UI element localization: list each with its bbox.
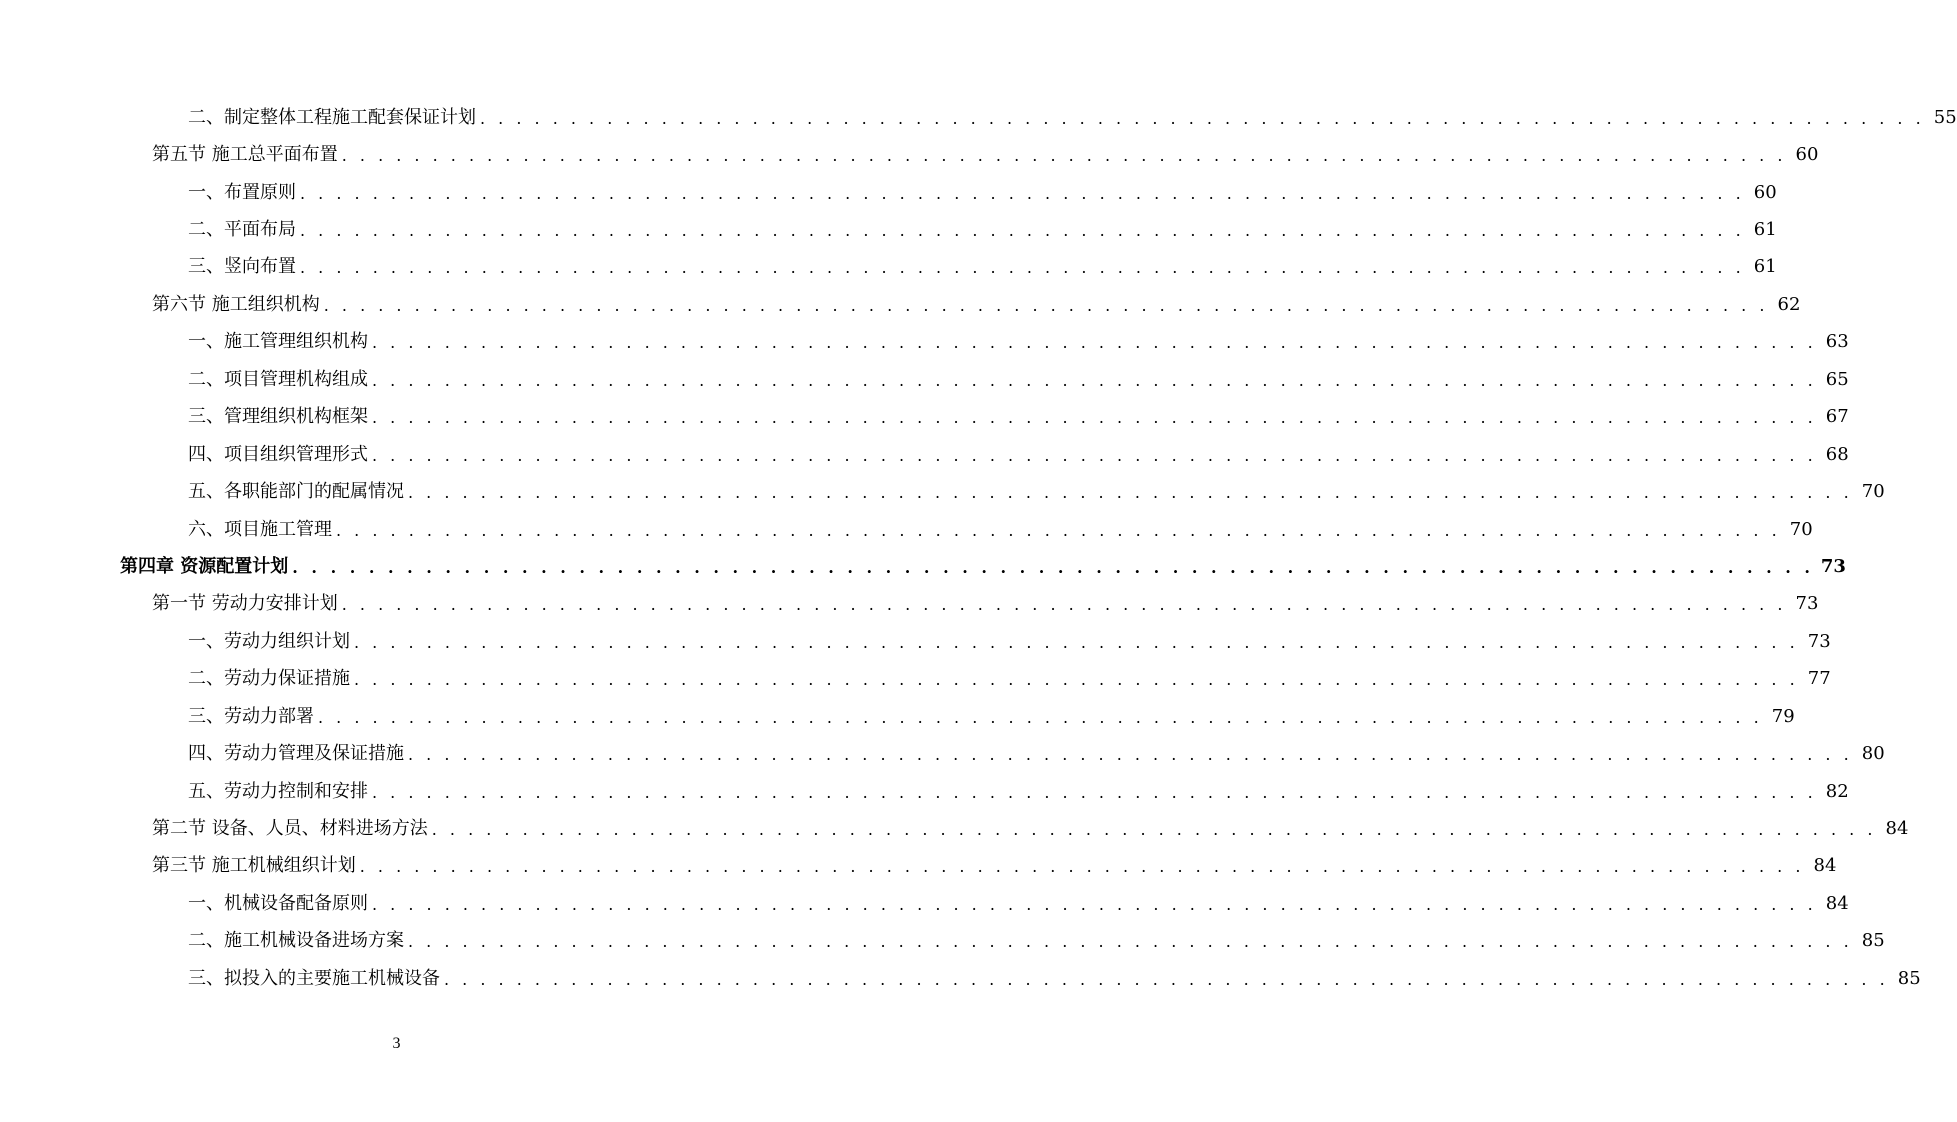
- toc-entry[interactable]: [0, 436, 1849, 473]
- toc-entry-page: 55: [1933, 106, 1957, 128]
- toc-entry-title: 第六节 施工组织机构: [152, 293, 320, 315]
- toc-entry[interactable]: [0, 473, 1885, 510]
- toc-entry-title: 二、平面布局: [188, 219, 296, 241]
- toc-entry[interactable]: [0, 735, 1885, 772]
- toc-entry-title: 二、劳动力保证措施: [188, 668, 350, 690]
- toc-entry-page: 68: [1825, 443, 1849, 465]
- toc-entry-title: 一、施工管理组织机构: [188, 331, 368, 353]
- toc-entry-page: 73: [1807, 630, 1831, 652]
- toc-entry-page: 73: [1820, 555, 1846, 577]
- toc-entry-title: 第四章 资源配置计划: [120, 555, 289, 577]
- toc-entry-title: 三、管理组织机构框架: [188, 406, 368, 428]
- toc-entry-page: 85: [1897, 967, 1921, 989]
- toc-entry-title: 一、劳动力组织计划: [188, 630, 350, 652]
- toc-entry-title: 二、制定整体工程施工配套保证计划: [188, 106, 476, 128]
- toc-entry-title: 三、竖向布置: [188, 256, 296, 278]
- toc-entry-page: 80: [1861, 743, 1885, 765]
- toc-entry-page: 62: [1777, 293, 1801, 315]
- toc-entry[interactable]: [0, 99, 1957, 136]
- toc-entry-title: 第二节 设备、人员、材料进场方法: [152, 818, 428, 840]
- toc-entry[interactable]: [0, 923, 1885, 960]
- toc-dot-leader: . . . . . . . . . . . . . . . . . . . . . . . . . . . . . . . . . . . . . . . . . . . . . . . . . . . . . . . . . . . . . . . . . . . . . . . . . . . . . . . .: [318, 707, 1763, 727]
- toc-entry-page: 60: [1795, 144, 1819, 166]
- toc-entry-page: 84: [1885, 818, 1909, 840]
- page-number: 3: [392, 1035, 401, 1052]
- toc-entry-page: 60: [1753, 181, 1777, 203]
- toc-dot-leader: . . . . . . . . . . . . . . . . . . . . . . . . . . . . . . . . . . . . . . . . . . . . . . . . . . . . . . . . . . . . . . . . . . . . . . . . . . . . . . . .: [372, 408, 1817, 428]
- toc-dot-leader: . . . . . . . . . . . . . . . . . . . . . . . . . . . . . . . . . . . . . . . . . . . . . . . . . . . . . . . . . . . . . . . . . . . . . . . . . . . . . . . .: [336, 520, 1781, 540]
- toc-entry[interactable]: [0, 324, 1849, 361]
- toc-entry-title: 三、拟投入的主要施工机械设备: [188, 967, 440, 989]
- toc-dot-leader: . . . . . . . . . . . . . . . . . . . . . . . . . . . . . . . . . . . . . . . . . . . . . . . . . . . . . . . . . . . . . . . . . . . . . . . . . . . . . . . .: [444, 969, 1889, 989]
- toc-entry-page: 67: [1825, 406, 1849, 428]
- toc-dot-leader: . . . . . . . . . . . . . . . . . . . . . . . . . . . . . . . . . . . . . . . . . . . . . . . . . . . . . . . . . . . . . . . . . . . . . . . . . . . . . . . .: [300, 221, 1745, 241]
- toc-entry-page: 70: [1789, 518, 1813, 540]
- toc-dot-leader: . . . . . . . . . . . . . . . . . . . . . . . . . . . . . . . . . . . . . . . . . . . . . . . . . . . . . . . . . . . . . . . . . . . . . . . . . . . . . . . .: [323, 295, 1769, 315]
- toc-entry[interactable]: [0, 361, 1849, 398]
- toc-dot-leader: . . . . . . . . . . . . . . . . . . . . . . . . . . . . . . . . . . . . . . . . . . . . . . . . . . . . . . . . . . . . . . . . . . . . . . . . . . . . . . . .: [372, 445, 1817, 465]
- toc-entry-title: 二、项目管理机构组成: [188, 368, 368, 390]
- toc-entry-title: 第三节 施工机械组织计划: [152, 855, 356, 877]
- toc-dot-leader: . . . . . . . . . . . . . . . . . . . . . . . . . . . . . . . . . . . . . . . . . . . . . . . . . . . . . . . . . . . . . . . . . . . . . . . . . . . . . . . .: [372, 782, 1817, 802]
- toc-entry-page: 61: [1753, 256, 1777, 278]
- toc-entry[interactable]: [0, 511, 1813, 548]
- toc-dot-leader: . . . . . . . . . . . . . . . . . . . . . . . . . . . . . . . . . . . . . . . . . . . . . . . . . . . . . . . . . . . . . . . . . . . . . . . . . . . . . . . .: [300, 183, 1745, 203]
- toc-dot-leader: . . . . . . . . . . . . . . . . . . . . . . . . . . . . . . . . . . . . . . . . . . . . . . . . . . . . . . . . . . . . . . . . . . . . . . . . . . . . . . . .: [300, 258, 1745, 278]
- toc-entry-page: 61: [1753, 219, 1777, 241]
- toc-dot-leader: . . . . . . . . . . . . . . . . . . . . . . . . . . . . . . . . . . . . . . . . . . . . . . . . . . . . . . . . . . . . . . . . . . . . . . . . . . . . . . . .: [354, 632, 1799, 652]
- toc-entry-title: 一、机械设备配备原则: [188, 892, 368, 914]
- toc-entry-title: 六、项目施工管理: [188, 518, 332, 540]
- toc-entry-page: 65: [1825, 368, 1849, 390]
- toc-entry-title: 三、劳动力部署: [188, 705, 314, 727]
- toc-entry-page: 73: [1795, 593, 1819, 615]
- toc-entry-title: 第五节 施工总平面布置: [152, 144, 338, 166]
- toc-entry-page: 85: [1861, 930, 1885, 952]
- toc-dot-leader: . . . . . . . . . . . . . . . . . . . . . . . . . . . . . . . . . . . . . . . . . . . . . . . . . . . . . . . . . . . . . . . . . . . . . . . . . . . . . . . .: [372, 333, 1817, 353]
- toc-entry-title: 五、各职能部门的配属情况: [188, 481, 404, 503]
- toc-entry-title: 一、布置原则: [188, 181, 296, 203]
- toc-entry[interactable]: [0, 773, 1849, 810]
- toc-dot-leader: . . . . . . . . . . . . . . . . . . . . . . . . . . . . . . . . . . . . . . . . . . . . . . . . . . . . . . . . . . . . . . . . . . . . . . . . . . . . . . . .: [372, 370, 1817, 390]
- toc-entry-title: 第一节 劳动力安排计划: [152, 593, 338, 615]
- toc-dot-leader: . . . . . . . . . . . . . . . . . . . . . . . . . . . . . . . . . . . . . . . . . . . . . . . . . . . . . . . . . . . . . . . . . . . . . . . . . . . . . . . .: [408, 745, 1853, 765]
- toc-entry[interactable]: [0, 661, 1831, 698]
- toc-entry-page: 84: [1813, 855, 1837, 877]
- toc-dot-leader: . . . . . . . . . . . . . . . . . . . . . . . . . . . . . . . . . . . . . . . . . . . . . . . . . . . . . . . . . . . . . . . . . . . . . . . . . . . . . . . .: [408, 483, 1853, 503]
- toc-entry[interactable]: [0, 623, 1831, 660]
- toc-dot-leader: . . . . . . . . . . . . . . . . . . . . . . . . . . . . . . . . . . . . . . . . . . . . . . . . . . . . . . . . . . . . . . . . . . . . . . . . . . . . . . . .: [341, 146, 1787, 166]
- toc-entry-page: 84: [1825, 892, 1849, 914]
- toc-entry[interactable]: [0, 548, 1846, 585]
- toc-entry-title: 四、劳动力管理及保证措施: [188, 743, 404, 765]
- toc-entry[interactable]: [0, 174, 1777, 211]
- toc-dot-leader: . . . . . . . . . . . . . . . . . . . . . . . . . . . . . . . . . . . . . . . . . . . . . . . . . . . . . . . . . . . . . . . . . . . . . . . . . . . . . . . .: [431, 820, 1877, 840]
- toc-dot-leader: . . . . . . . . . . . . . . . . . . . . . . . . . . . . . . . . . . . . . . . . . . . . . . . . . . . . . . . . . . . . . . . . . . . . . . . . . . . . . . . .: [372, 894, 1817, 914]
- toc-entry-page: 70: [1861, 481, 1885, 503]
- toc-entry[interactable]: [0, 586, 1819, 623]
- table-of-contents: [0, 99, 1957, 998]
- toc-entry[interactable]: [0, 399, 1849, 436]
- toc-dot-leader: . . . . . . . . . . . . . . . . . . . . . . . . . . . . . . . . . . . . . . . . . . . . . . . . . . . . . . . . . . . . . . . . . . . . . . . . . . . . . . . .: [408, 932, 1853, 952]
- toc-dot-leader: . . . . . . . . . . . . . . . . . . . . . . . . . . . . . . . . . . . . . . . . . . . . . . . . . . . . . . . . . . . . . . . . . . . . . . . . . . . . . . . .: [359, 857, 1805, 877]
- toc-dot-leader: . . . . . . . . . . . . . . . . . . . . . . . . . . . . . . . . . . . . . . . . . . . . . . . . . . . . . . . . . . . . . . . . . . . . . . . . . . . . . . . .: [354, 670, 1799, 690]
- toc-entry-page: 77: [1807, 668, 1831, 690]
- toc-entry[interactable]: [0, 698, 1795, 735]
- toc-entry[interactable]: [0, 211, 1777, 248]
- toc-entry[interactable]: [0, 810, 1909, 847]
- toc-entry-page: 79: [1771, 705, 1795, 727]
- toc-dot-leader: . . . . . . . . . . . . . . . . . . . . . . . . . . . . . . . . . . . . . . . . . . . . . . . . . . . . . . . . . . . . . . . . . . . . . . . . . . . . . . . .: [292, 557, 1814, 577]
- toc-entry-page: 82: [1825, 780, 1849, 802]
- toc-entry-page: 63: [1825, 331, 1849, 353]
- toc-entry-title: 二、施工机械设备进场方案: [188, 930, 404, 952]
- toc-entry[interactable]: [0, 960, 1921, 997]
- toc-entry-title: 五、劳动力控制和安排: [188, 780, 368, 802]
- toc-entry[interactable]: [0, 286, 1801, 323]
- toc-dot-leader: . . . . . . . . . . . . . . . . . . . . . . . . . . . . . . . . . . . . . . . . . . . . . . . . . . . . . . . . . . . . . . . . . . . . . . . . . . . . . . . .: [480, 108, 1925, 128]
- toc-entry[interactable]: [0, 848, 1837, 885]
- toc-dot-leader: . . . . . . . . . . . . . . . . . . . . . . . . . . . . . . . . . . . . . . . . . . . . . . . . . . . . . . . . . . . . . . . . . . . . . . . . . . . . . . . .: [341, 595, 1787, 615]
- toc-entry[interactable]: [0, 885, 1849, 922]
- toc-entry-title: 四、项目组织管理形式: [188, 443, 368, 465]
- toc-entry[interactable]: [0, 249, 1777, 286]
- toc-entry[interactable]: [0, 136, 1819, 173]
